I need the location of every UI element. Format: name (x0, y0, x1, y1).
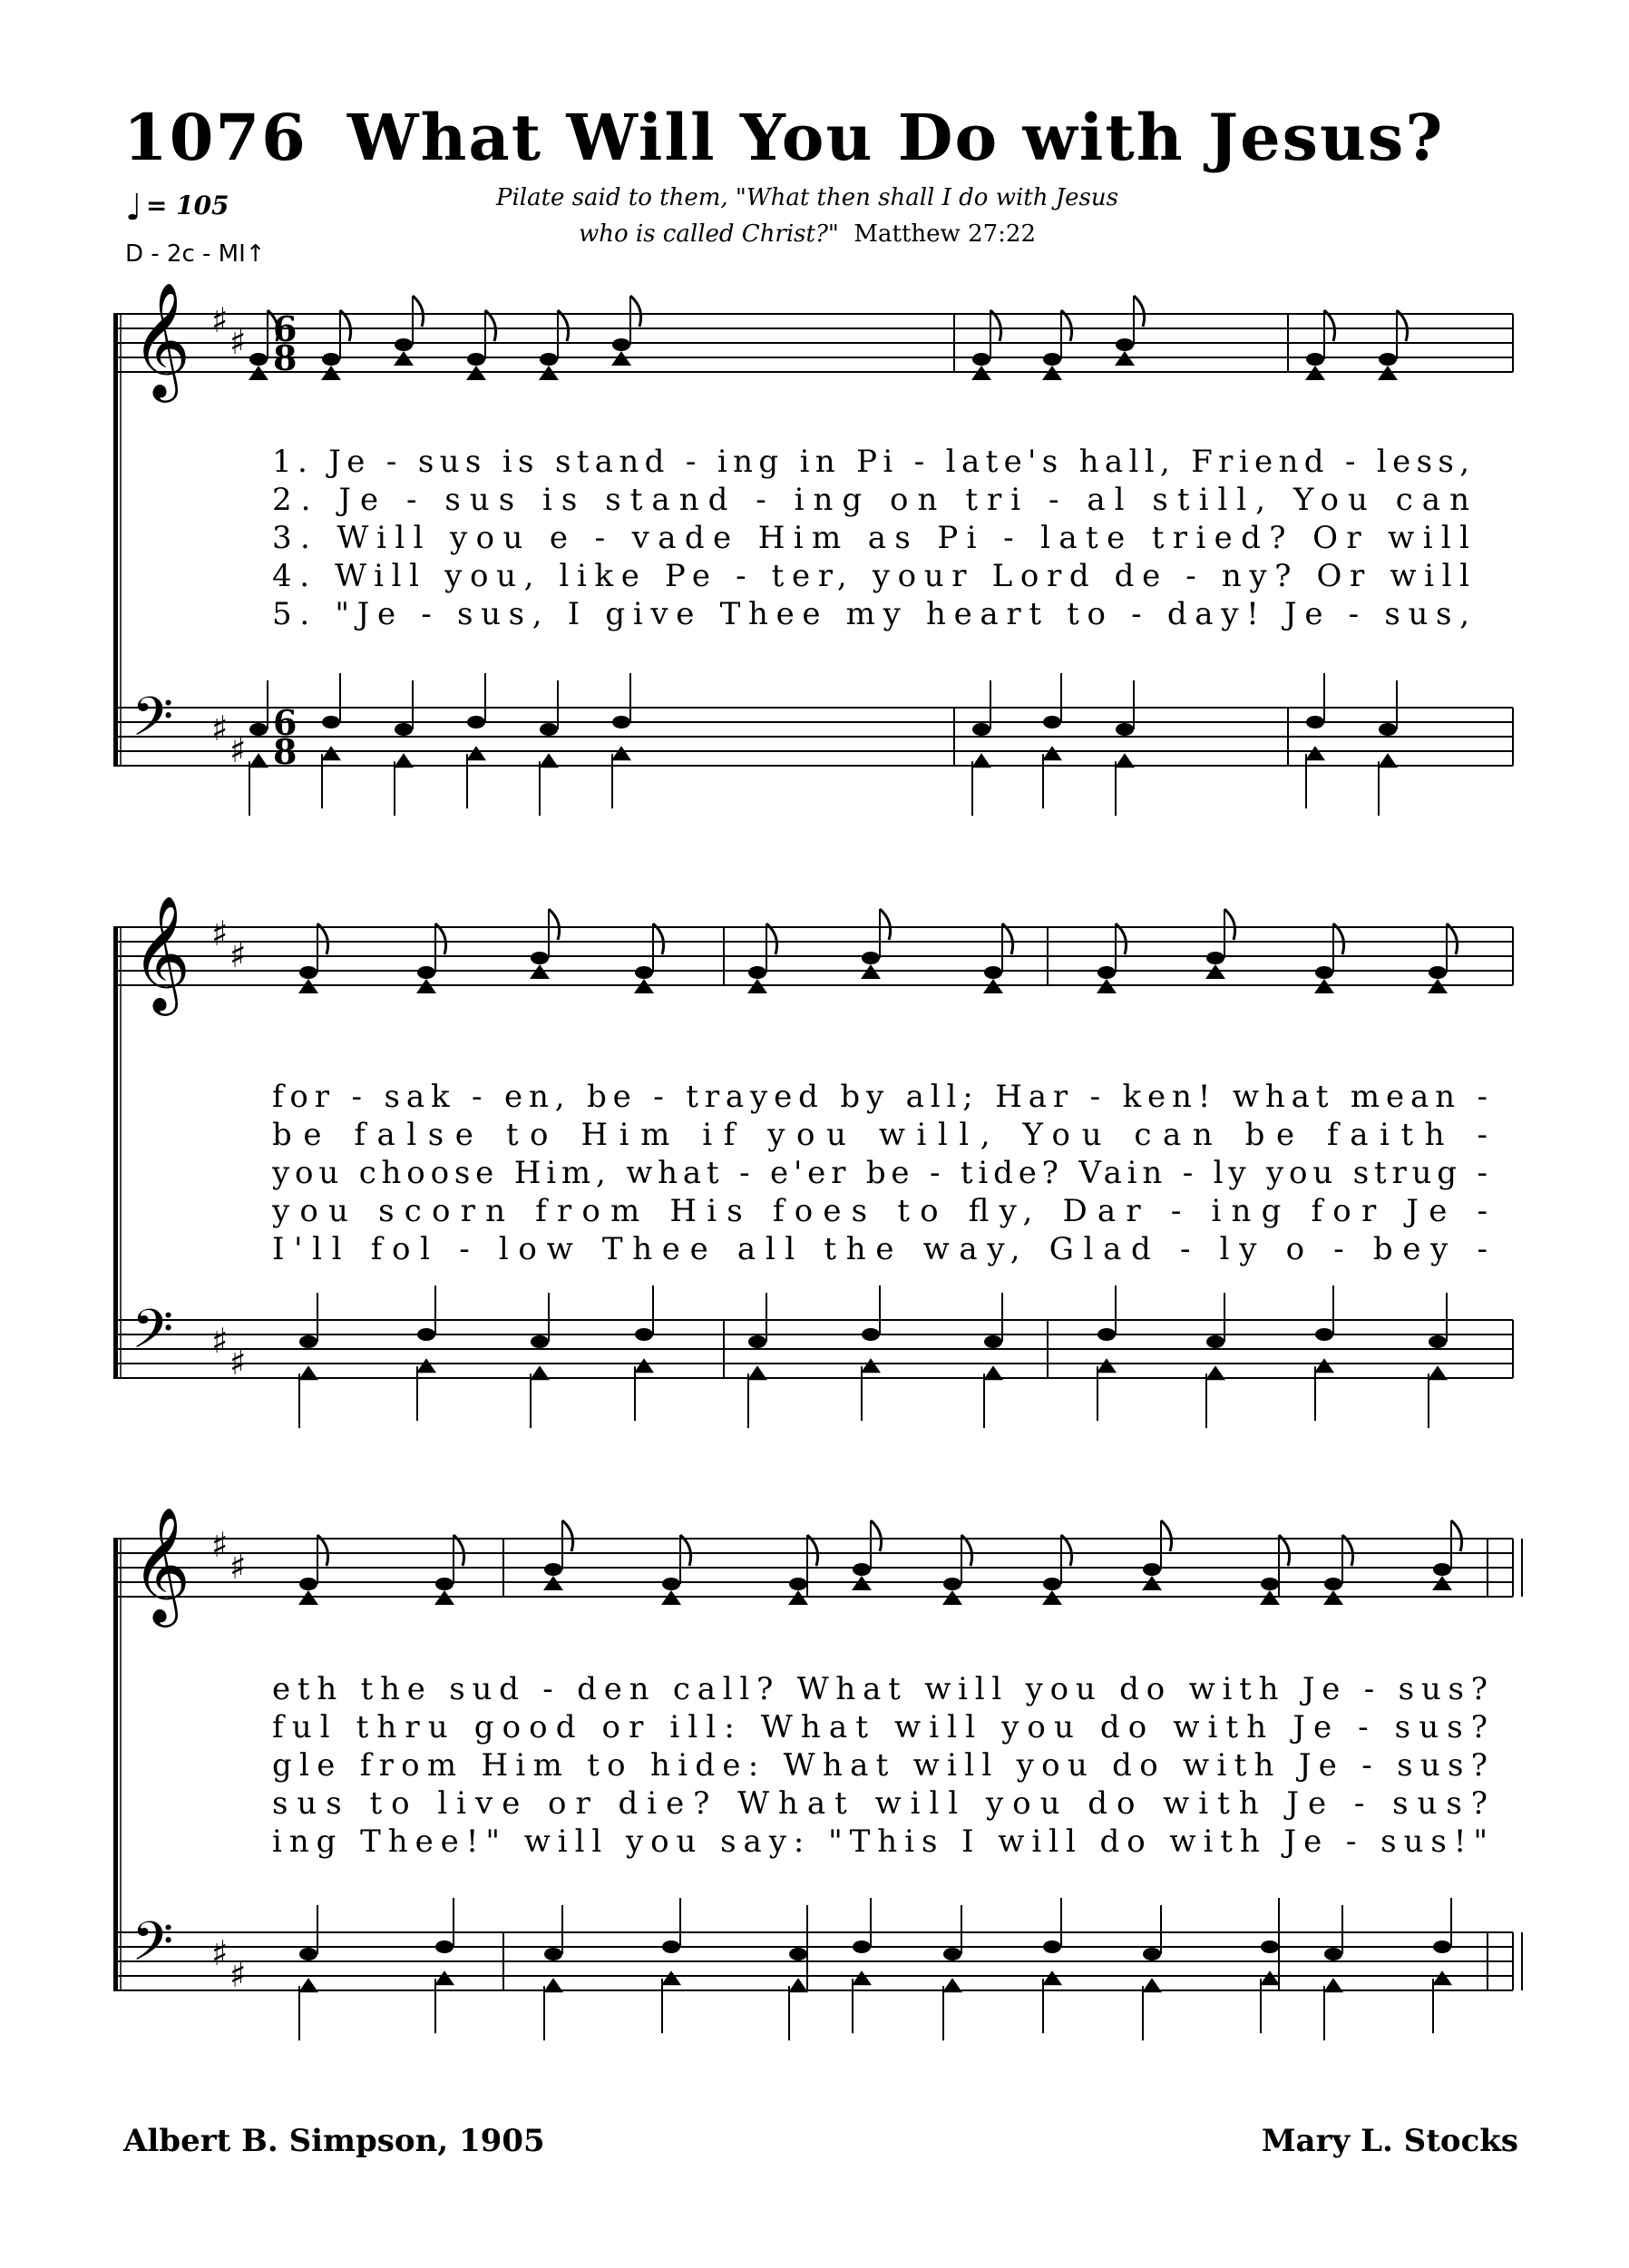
note-head (467, 353, 485, 366)
note-head (417, 966, 435, 979)
lyric-line-verse-4: you scorn from His foes to fly, Dar - ing for Je - (272, 1193, 1488, 1229)
system-bracket (113, 1539, 118, 1990)
note-flag (766, 924, 777, 954)
note-flag (317, 924, 328, 954)
quarter-note-icon: ♩ (125, 186, 142, 229)
note-head (1379, 723, 1397, 736)
note-flag (1333, 924, 1344, 954)
note-head (544, 1948, 562, 1960)
note-flag (562, 1520, 573, 1551)
note-flag (485, 310, 496, 341)
lyric-line-verse-3: you choose Him, what - e'er be - tide? Vain - ly you strug - (272, 1155, 1488, 1191)
note-flag (558, 310, 569, 341)
shape-note-head (611, 746, 631, 760)
shape-note-head (1428, 1365, 1448, 1380)
note-head (662, 1941, 680, 1953)
lyric-line-verse-3: 3. Will you e - vade Him as Pi - late tried? Or will (272, 520, 1469, 556)
lyrics-block (272, 1671, 1488, 1860)
shape-note-head (747, 1365, 767, 1380)
sharp-icon: ♯ (229, 322, 247, 362)
note-head (984, 1335, 1002, 1348)
shape-note-head (942, 1978, 962, 1992)
time-signature-bottom: 8 (273, 337, 298, 378)
note-flag (961, 1535, 972, 1566)
sharp-icon: ♯ (229, 1547, 247, 1587)
shape-note-head (861, 1358, 881, 1373)
shape-note-head (1205, 1365, 1225, 1380)
note-head (1433, 1941, 1451, 1953)
note-head (748, 1335, 766, 1348)
note-head (395, 723, 413, 736)
hymn-title: What Will You Do with Jesus? (346, 100, 1445, 175)
lyric-line-verse-4: sus to live or die? What will you do with Je - sus? (272, 1785, 1488, 1822)
treble-clef-icon: 𝄞 (132, 894, 191, 1011)
note-flag (630, 296, 641, 327)
note-head (1261, 1941, 1279, 1953)
shape-note-head (634, 1358, 654, 1373)
note-flag (1002, 924, 1013, 954)
note-flag (807, 1535, 818, 1566)
note-head (1043, 1578, 1061, 1590)
note-flag (1116, 924, 1127, 954)
note-head (531, 1335, 549, 1348)
shape-note-head (1115, 753, 1135, 767)
note-head (299, 1335, 317, 1348)
note-flag (340, 310, 351, 341)
system-2 (113, 894, 1513, 1428)
note-head (1206, 952, 1224, 964)
sharp-icon: ♯ (229, 1343, 247, 1383)
note-head (1315, 966, 1333, 979)
shape-note-head (1432, 1970, 1452, 1985)
shape-note-head (249, 753, 268, 767)
note-flag (413, 296, 424, 327)
note-head (612, 338, 630, 351)
note-flag (1447, 924, 1458, 954)
epigraph-quote: who is called Christ?" (578, 220, 839, 248)
note-head (322, 353, 340, 366)
note-head (417, 1328, 435, 1341)
time-signature-top: 6 (273, 702, 298, 743)
note-flag (1279, 1535, 1290, 1566)
note-head (1143, 1948, 1161, 1960)
epigraph-line-1: Pilate said to them, "What then shall I do with Jesus (495, 184, 1118, 211)
shape-note-head (852, 1970, 872, 1985)
time-signature-bottom: 8 (273, 731, 298, 772)
shape-note-head (466, 746, 486, 760)
sharp-icon: ♯ (211, 1525, 229, 1565)
shape-note-head (983, 1365, 1003, 1380)
sharp-icon: ♯ (211, 914, 229, 953)
note-head (789, 1948, 807, 1960)
shape-note-head (1260, 1970, 1280, 1985)
note-head (435, 1578, 454, 1590)
system-bracket (113, 927, 118, 1378)
shape-note-head (543, 1978, 563, 1992)
lyric-line-verse-2: ful thru good or ill: What will you do with Je - sus? (272, 1709, 1488, 1745)
note-flag (1061, 310, 1072, 341)
note-head (1433, 1563, 1451, 1576)
tempo-value: = 105 (145, 191, 229, 220)
note-head (1097, 1328, 1116, 1341)
note-head (984, 966, 1002, 979)
note-flag (880, 909, 891, 940)
lyrics-block (271, 1079, 1488, 1267)
lyric-line-verse-1: for - sak - en, be - trayed by all; Har - ken! what mean - (272, 1079, 1488, 1115)
shape-note-head (298, 1978, 318, 1992)
note-flag (1397, 310, 1408, 341)
system-3 (113, 1506, 1522, 2040)
note-head (972, 353, 990, 366)
note-head (531, 952, 549, 964)
note-head (1324, 1948, 1342, 1960)
lyric-line-verse-4: 4. Will you, like Pe - ter, your Lord de - ny? Or will (272, 558, 1470, 594)
shape-note-head (788, 1978, 808, 1992)
shape-note-head (1314, 1358, 1334, 1373)
note-flag (1134, 296, 1145, 327)
shape-note-head (539, 753, 559, 767)
note-head (943, 1948, 961, 1960)
note-head (943, 1578, 961, 1590)
epigraph-reference: Matthew 27:22 (854, 220, 1037, 248)
treble-clef-icon: 𝄞 (132, 1506, 191, 1622)
note-head (1306, 353, 1324, 366)
sharp-icon: ♯ (211, 709, 229, 748)
shape-note-head (530, 1365, 550, 1380)
note-flag (680, 1535, 691, 1566)
note-head (540, 353, 558, 366)
lyric-line-verse-3: gle from Him to hide: What will you do with Je - sus? (272, 1747, 1488, 1784)
shape-note-head (1097, 1358, 1117, 1373)
note-head (1043, 716, 1061, 728)
treble-clef-icon: 𝄞 (132, 281, 191, 397)
note-flag (990, 310, 1001, 341)
note-flag (435, 924, 446, 954)
note-head (862, 1328, 880, 1341)
shape-note-head (416, 1358, 436, 1373)
note-flag (1451, 1520, 1462, 1551)
note-head (635, 966, 653, 979)
note-head (1116, 723, 1134, 736)
shape-note-head (298, 1365, 318, 1380)
note-head (1261, 1578, 1279, 1590)
lyric-line-verse-5: 5. "Je - sus, I give Thee my heart to - day! Je - sus, (272, 596, 1470, 632)
note-flag (1324, 310, 1335, 341)
bass-clef-icon: 𝄢 (132, 1910, 174, 1986)
shape-note-head (394, 753, 414, 767)
note-head (862, 952, 880, 964)
note-head (299, 1578, 317, 1590)
shape-note-head (1305, 746, 1325, 760)
note-flag (1161, 1520, 1172, 1551)
note-flag (653, 924, 664, 954)
lyric-line-verse-5: I'll fol - low Thee all the way, Glad - ly o - bey - (272, 1231, 1488, 1267)
lyric-line-verse-1: eth the sud - den call? What will you do with Je - sus? (272, 1671, 1488, 1707)
note-head (1206, 1335, 1224, 1348)
system-bracket (113, 314, 118, 766)
shape-note-head (1042, 1970, 1062, 1985)
sharp-icon: ♯ (211, 1933, 229, 1973)
note-head (1429, 1335, 1447, 1348)
note-head (299, 966, 317, 979)
note-head (299, 1948, 317, 1960)
note-head (1429, 966, 1447, 979)
shape-note-head (661, 1970, 681, 1985)
note-head (662, 1578, 680, 1590)
composer-credit: Mary L. Stocks (1261, 2123, 1518, 2159)
note-head (249, 723, 268, 736)
note-flag (1224, 909, 1235, 940)
sharp-icon: ♯ (229, 935, 247, 975)
note-head (467, 716, 485, 728)
lyrics-block (272, 444, 1469, 632)
note-head (853, 1941, 871, 1953)
note-head (853, 1563, 871, 1576)
note-flag (871, 1520, 882, 1551)
note-flag (1061, 1535, 1072, 1566)
note-head (1097, 966, 1116, 979)
lyric-line-verse-5: ing Thee!" will you say: "This I will do with Je - sus!" (272, 1823, 1488, 1860)
note-head (1306, 716, 1324, 728)
shape-note-head (1323, 1978, 1343, 1992)
shape-note-head (1378, 753, 1398, 767)
shape-note-head (434, 1970, 454, 1985)
time-signature-top: 6 (273, 308, 298, 349)
system-1 (113, 281, 1513, 816)
note-head (972, 723, 990, 736)
note-head (435, 1941, 454, 1953)
note-head (1143, 1563, 1161, 1576)
note-head (395, 338, 413, 351)
note-head (1379, 353, 1397, 366)
author-credit: Albert B. Simpson, 1905 (123, 2123, 545, 2159)
note-head (612, 716, 630, 728)
sharp-icon: ♯ (211, 300, 229, 340)
note-head (789, 1578, 807, 1590)
note-head (322, 716, 340, 728)
note-flag (454, 1535, 464, 1566)
note-head (544, 1563, 562, 1576)
shape-note-head (321, 746, 341, 760)
shape-note-head (1042, 746, 1062, 760)
bass-clef-icon: 𝄢 (132, 685, 174, 761)
note-head (748, 966, 766, 979)
sharp-icon: ♯ (211, 1321, 229, 1361)
lyric-line-verse-1: 1. Je - sus is stand - ing in Pi - late's hall, Friend - less, (272, 444, 1470, 480)
note-head (1315, 1328, 1333, 1341)
note-flag (549, 909, 560, 940)
key-info: D - 2c - MI↑ (125, 240, 266, 268)
note-head (249, 353, 268, 366)
shape-note-head (1142, 1978, 1162, 1992)
note-head (1116, 338, 1134, 351)
note-head (540, 723, 558, 736)
note-head (1324, 1578, 1342, 1590)
shape-note-head (971, 753, 991, 767)
note-flag (1342, 1535, 1353, 1566)
note-head (635, 1328, 653, 1341)
hymn-number: 1076 (123, 100, 307, 175)
sharp-icon: ♯ (229, 1955, 247, 1995)
note-head (1043, 353, 1061, 366)
lyric-line-verse-2: be false to Him if you will, You can be faith - (272, 1117, 1488, 1153)
bass-clef-icon: 𝄢 (132, 1297, 174, 1374)
note-head (1043, 1941, 1061, 1953)
note-flag (317, 1535, 328, 1566)
sharp-icon: ♯ (229, 730, 247, 770)
lyric-line-verse-2: 2. Je - sus is stand - ing on tri - al still, You can (272, 482, 1469, 518)
